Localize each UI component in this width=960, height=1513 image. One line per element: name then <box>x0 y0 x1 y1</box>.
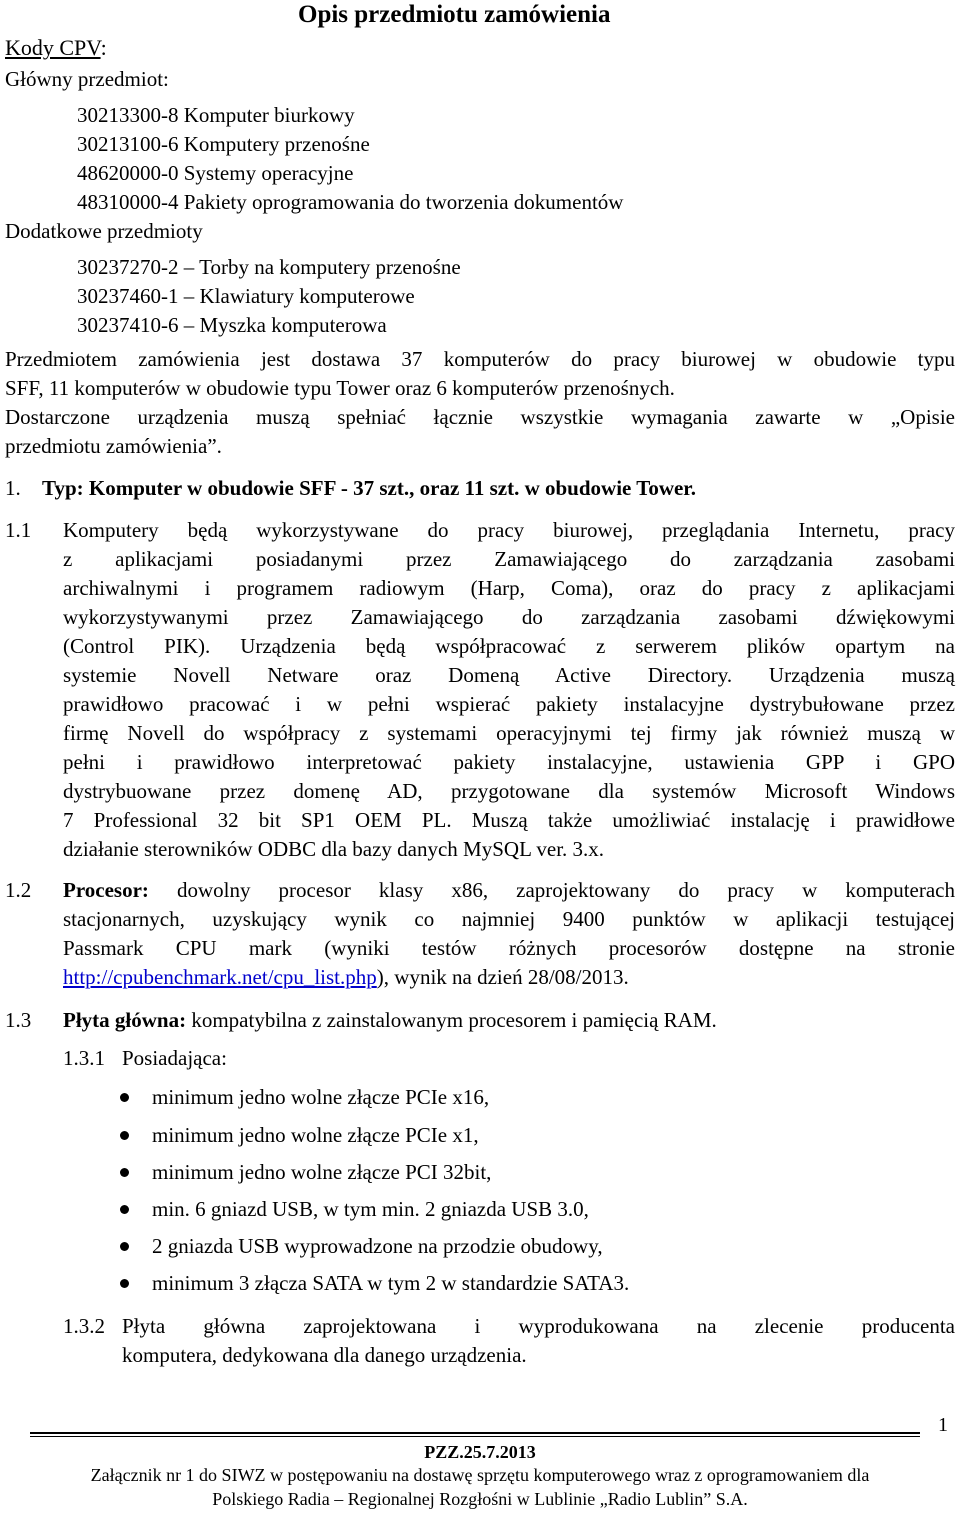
footer-rule <box>30 1432 920 1434</box>
s13-text: kompatybilna z zainstalowanym procesorem i pamięcią RAM. <box>186 1008 717 1032</box>
s11-line: z aplikacjami posiadanymi przez Zamawiającego do zarządzania zasobami <box>63 547 955 571</box>
s11-line: Komputery będą wykorzystywane do pracy biurowej, przeglądania Internetu, pracy <box>63 518 955 542</box>
cpv-main-item: 48620000-0 Systemy operacyjne <box>77 161 354 185</box>
s12-line: Passmark CPU mark (wyniki testów różnych procesorów dostępne na stronie <box>63 936 955 960</box>
s132-line: Płyta główna zaprojektowana i wyprodukowana na zlecenie producenta <box>122 1314 955 1338</box>
section-1-1-number: 1.1 <box>5 518 32 542</box>
page-title: Opis przedmiotu zamówienia <box>298 1 611 28</box>
bullet-icon <box>120 1168 129 1177</box>
intro-line: Dostarczone urządzenia muszą spełniać łącznie wszystkie wymagania zawarte w „Opisie <box>5 405 955 429</box>
bullet-icon <box>120 1279 129 1288</box>
cpv-main-item: 30213300-8 Komputer biurkowy <box>77 103 355 127</box>
cpv-additional-item: 30237460-1 – Klawiatury komputerowe <box>77 284 415 308</box>
s11-line: działanie sterowników ODBC dla bazy danych MySQL ver. 3.x. <box>63 837 605 861</box>
motherboard-label: Płyta główna: <box>63 1008 187 1032</box>
s12-line: stacjonarnych, uzyskujący wynik co najmniej 9400 punktów w aplikacji testującej <box>63 907 955 931</box>
s11-line: wykorzystywanymi przez Zamawiającego do zarządzania zasobami dźwiękowymi <box>63 605 955 629</box>
section-1-heading: Typ: Komputer w obudowie SFF - 37 szt., oraz 11 szt. w obudowie Tower. <box>42 476 696 500</box>
cpv-heading <box>5 33 107 62</box>
s12-line-4 <box>63 963 955 992</box>
cpv-additional-item: 30237410-6 – Myszka komputerowa <box>77 313 387 337</box>
cpv-label: Kody CPV <box>5 35 101 60</box>
cpv-additional-item: 30237270-2 – Torby na komputery przenośne <box>77 255 461 279</box>
section-1-3-number: 1.3 <box>5 1008 32 1032</box>
s11-line: pełni i prawidłowo interpretować pakiety instalacyjne, ustawienia GPP i GPO <box>63 750 955 774</box>
s12-line-1 <box>63 876 955 905</box>
intro-line: Przedmiotem zamówienia jest dostawa 37 komputerów do pracy biurowej w obudowie typu <box>5 347 955 371</box>
section-1-2-body <box>63 876 955 992</box>
cpv-colon: : <box>100 35 107 60</box>
s11-line: archiwalnymi i programem radiowym (Harp, Coma), oraz do pracy z aplikacjami <box>63 576 955 600</box>
bullet-icon <box>120 1093 129 1102</box>
section-1-3-1-number: 1.3.1 <box>63 1046 105 1070</box>
footer-line-1: Załącznik nr 1 do SIWZ w postępowaniu na dostawę sprzętu komputerowego wraz z oprogramowaniem dla <box>90 1465 870 1485</box>
cpv-additional-label: Dodatkowe przedmioty <box>5 219 203 243</box>
s132-line: komputera, dedykowana dla danego urządzenia. <box>122 1343 527 1367</box>
section-1-1-body <box>63 516 955 864</box>
page-number: 1 <box>938 1414 948 1436</box>
section-1-3-1-label: Posiadająca: <box>122 1046 227 1070</box>
intro-paragraph <box>5 345 955 461</box>
intro-line: przedmiotu zamówienia”. <box>5 434 222 458</box>
section-1-3-2-number: 1.3.2 <box>63 1314 105 1338</box>
s11-line: (Control PIK). Urządzenia będą współpracować z serwerem plików opartym na <box>63 634 955 658</box>
s11-line: firmę Novell do współpracy z systemami operacyjnymi tej firmy jak również muszą w <box>63 721 955 745</box>
bullet-text: minimum jedno wolne złącze PCIe x16, <box>152 1085 490 1109</box>
s11-line: dystrybuowane przez domenę AD, przygotowane dla systemów Microsoft Windows <box>63 779 955 803</box>
section-1-number: 1. <box>5 476 21 500</box>
cpv-main-item: 30213100-6 Komputery przenośne <box>77 132 370 156</box>
bullet-text: min. 6 gniazd USB, w tym min. 2 gniazda USB 3.0, <box>152 1197 589 1221</box>
s11-line: prawidłowo pracować i w pełni wspierać pakiety instalacyjne dystrybułowane przez <box>63 692 955 716</box>
footer-reference: PZZ.25.7.2013 <box>424 1442 536 1462</box>
cpv-main-item: 48310000-4 Pakiety oprogramowania do tworzenia dokumentów <box>77 190 624 214</box>
s12-line-4-text: ), wynik na dzień 28/08/2013. <box>376 965 629 989</box>
bullet-icon <box>120 1131 129 1140</box>
bullet-text: 2 gniazda USB wyprowadzone na przodzie obudowy, <box>152 1234 603 1258</box>
intro-line: SFF, 11 komputerów w obudowie typu Tower oraz 6 komputerów przenośnych. <box>5 376 675 400</box>
bullet-icon <box>120 1205 129 1214</box>
processor-label: Procesor: <box>63 878 149 902</box>
footer-line-2: Polskiego Radia – Regionalnej Rozgłośni w Lublinie „Radio Lublin” S.A. <box>212 1489 748 1509</box>
s11-line: systemie Novell Netware oraz Domeną Active Directory. Urządzenia muszą <box>63 663 955 687</box>
bullet-text: minimum jedno wolne złącze PCIe x1, <box>152 1123 479 1147</box>
bullet-text: minimum 3 złącza SATA w tym 2 w standardzie SATA3. <box>152 1271 630 1295</box>
section-1-2-number: 1.2 <box>5 878 32 902</box>
bullet-text: minimum jedno wolne złącze PCI 32bit, <box>152 1160 492 1184</box>
bullet-icon <box>120 1242 129 1251</box>
s11-line: 7 Professional 32 bit SP1 OEM PL. Muszą także umożliwiać instalację i prawidłowe <box>63 808 955 832</box>
cpv-main-label: Główny przedmiot: <box>5 67 169 91</box>
section-1-3-body <box>63 1006 717 1035</box>
section-1-3-2-body <box>122 1312 955 1370</box>
s12-line-1-text: dowolny procesor klasy x86, zaprojektowany do pracy w komputerach <box>148 878 955 902</box>
footer-rule-thin <box>30 1436 920 1437</box>
cpubenchmark-link[interactable]: http://cpubenchmark.net/cpu_list.php <box>63 965 377 989</box>
